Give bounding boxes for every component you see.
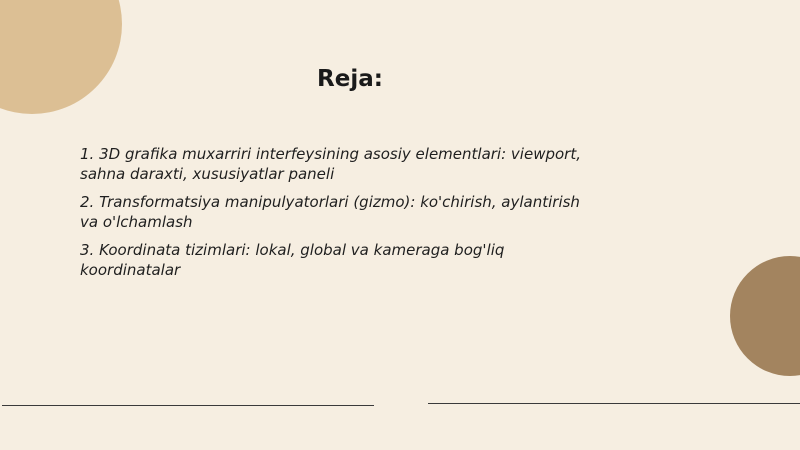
decorative-circle-top-left (0, 0, 122, 114)
divider-line-right (428, 403, 800, 404)
slide-title: Reja: (317, 66, 383, 92)
decorative-circle-right (730, 256, 800, 376)
plan-item-2: 2. Transformatsiya manipulyatorlari (gizmo): ko'chirish, aylantirish va o'lchamlash (80, 193, 580, 231)
plan-item-3: 3. Koordinata tizimlari: lokal, global va kameraga bog'liq koordinatalar (80, 241, 505, 279)
divider-line-left (2, 405, 374, 406)
plan-list (80, 144, 600, 288)
plan-item-1: 1. 3D grafika muxarriri interfeysining asosiy elementlari: viewport, sahna daraxti, xususiyatlar paneli (80, 145, 581, 183)
